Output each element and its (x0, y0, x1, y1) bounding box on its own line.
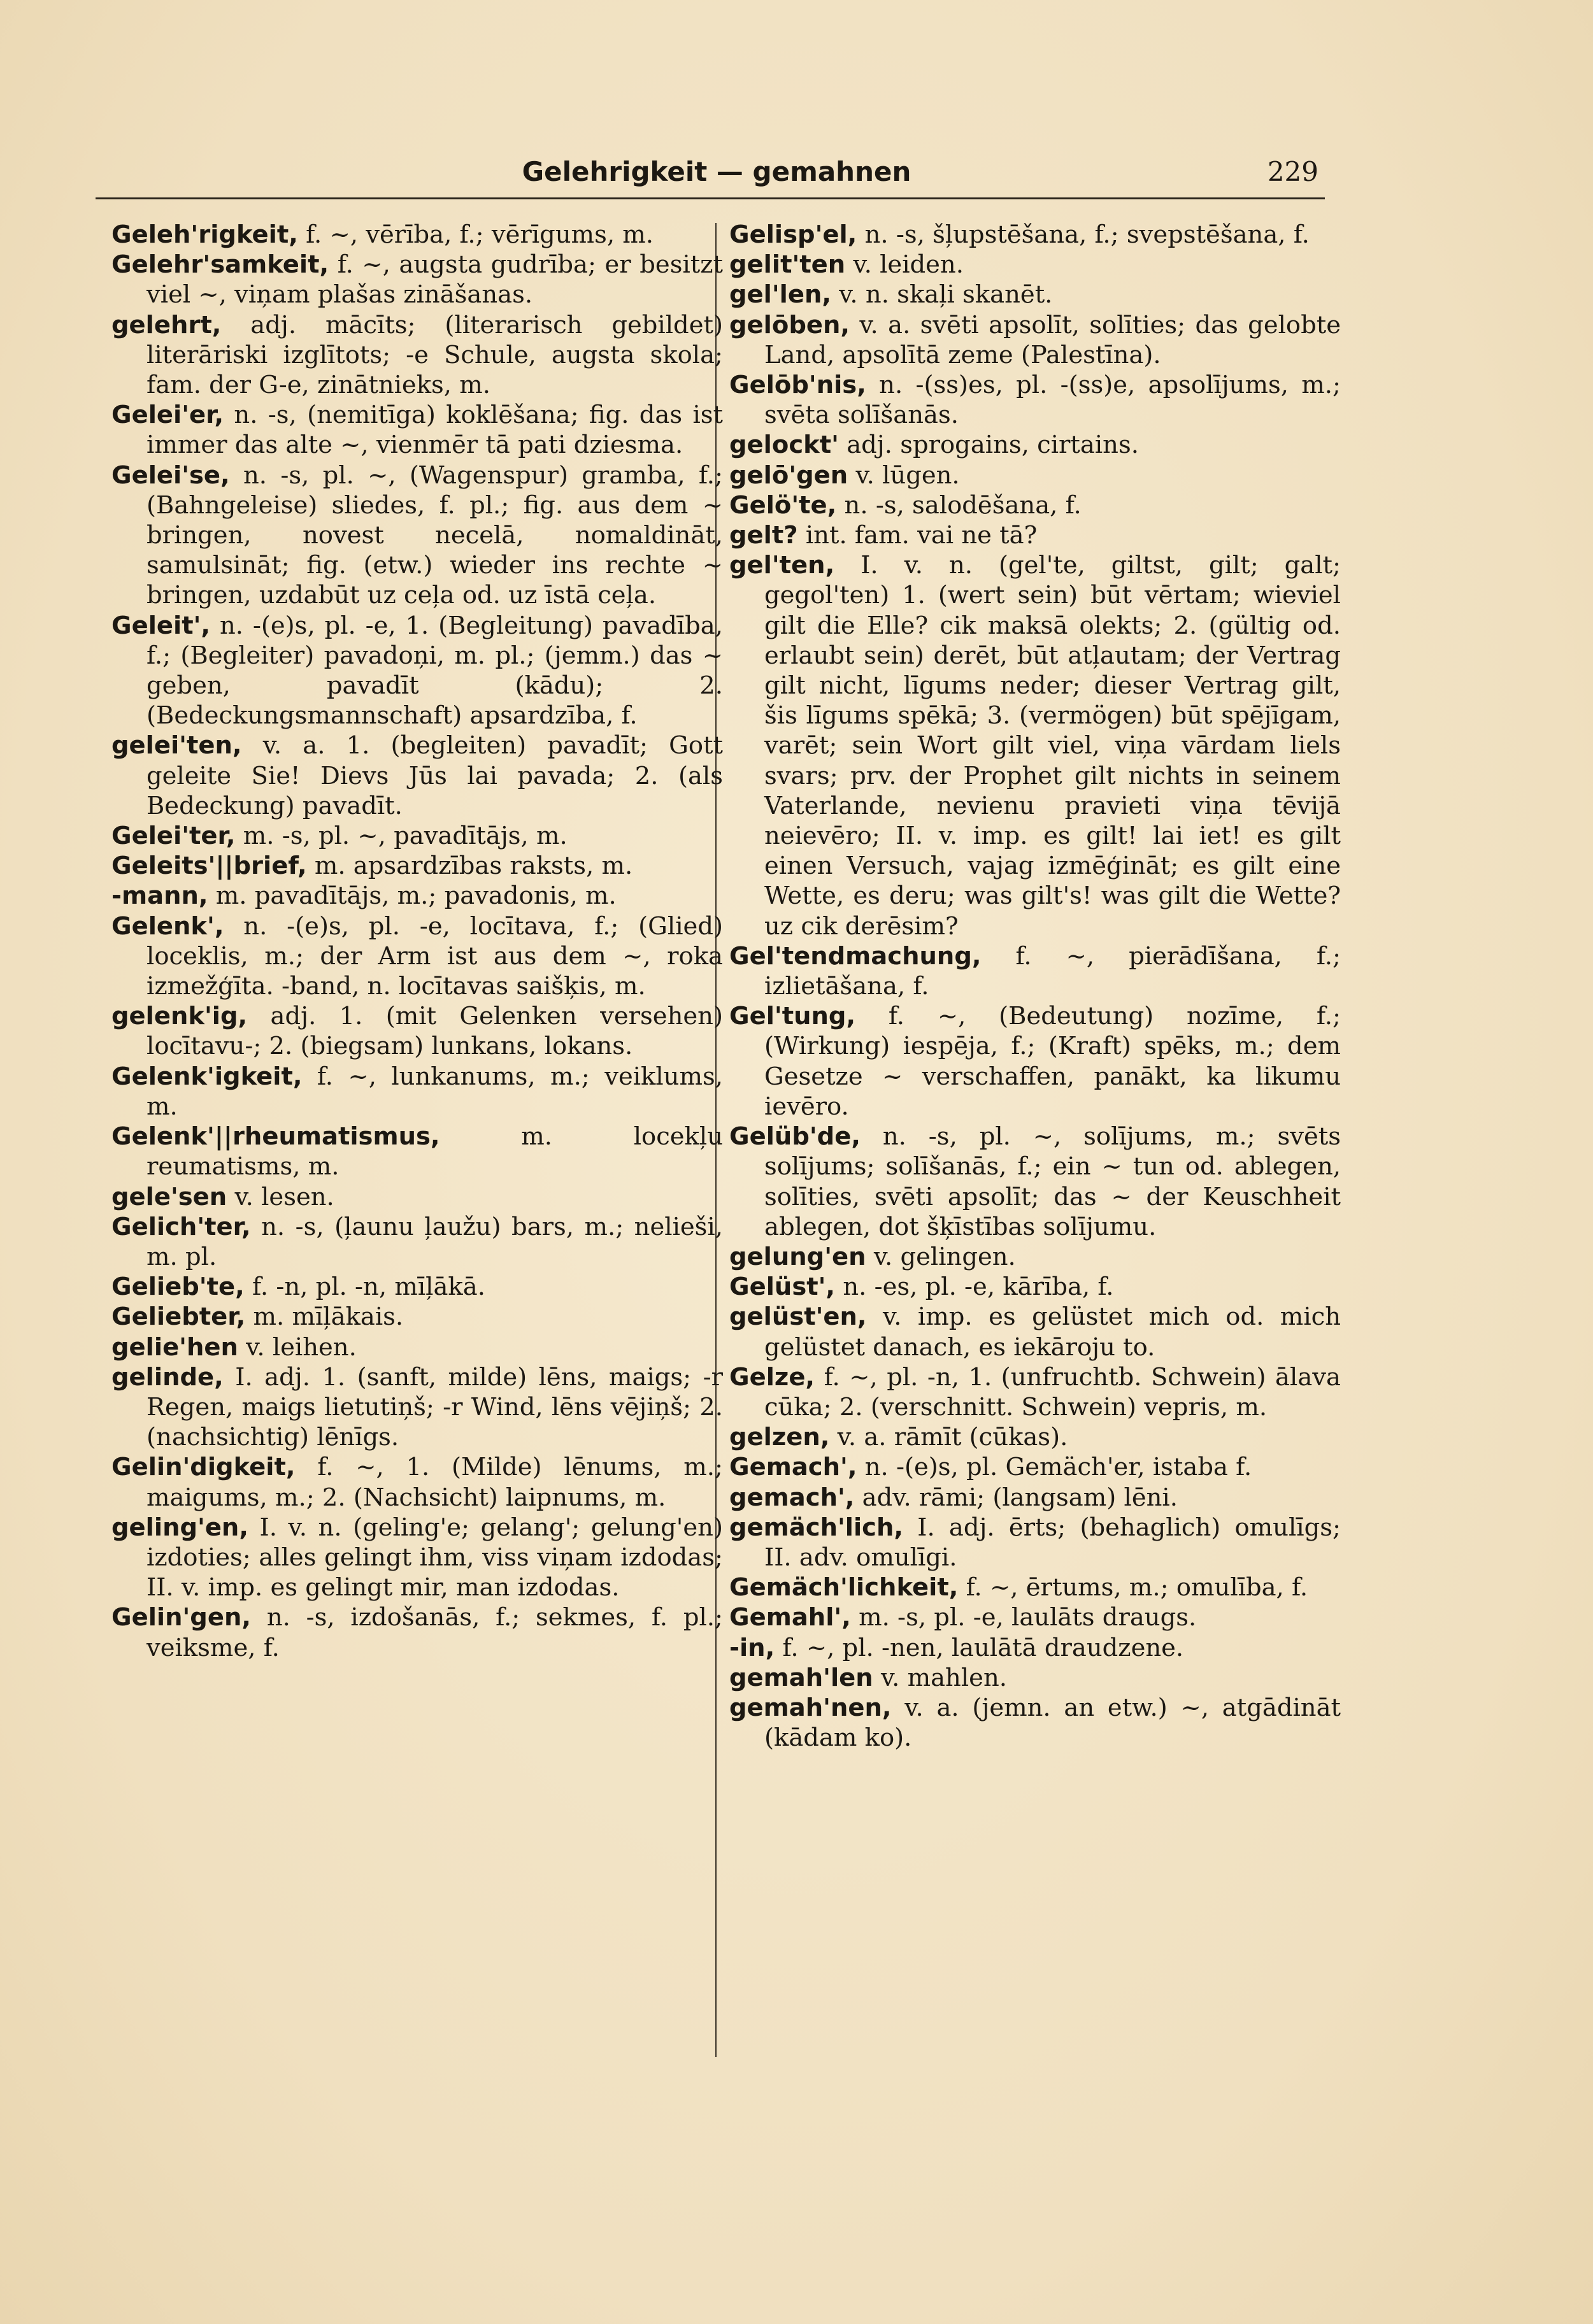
dictionary-entry (729, 1693, 1341, 1753)
dictionary-entry (729, 1001, 1341, 1122)
entry-definition: v. leihen. (246, 1332, 357, 1362)
page-number: 229 (1267, 156, 1318, 187)
entry-headword: Geliebter, (111, 1302, 246, 1332)
entry-headword: gelie'hen (111, 1332, 238, 1362)
dictionary-entry (729, 1272, 1341, 1302)
entry-definition: int. fam. vai ne tā? (805, 521, 1038, 550)
entry-definition: m. pavadītājs, m.; pavadonis, m. (215, 881, 617, 911)
dictionary-entry (111, 1362, 723, 1453)
entry-headword: gemah'len (729, 1663, 873, 1692)
entry-definition: n. -s, izdošanās, f.; sekmes, f. pl.; veiksme, f. (146, 1603, 723, 1662)
entry-headword: gele'sen (111, 1182, 227, 1211)
dictionary-entry (729, 1452, 1341, 1482)
dictionary-entry (729, 1663, 1341, 1693)
dictionary-entry (729, 220, 1341, 250)
entry-headword: Gelenk'||rheumatismus, (111, 1122, 440, 1151)
entry-headword: gelōben, (729, 310, 850, 339)
dictionary-entry (729, 490, 1341, 520)
entry-definition: I. v. n. (geling'e; gelang'; gelung'en) izdoties; alles gelingt ihm, viss viņam izdodas; II. v. imp. es gelingt mir, man izdodas. (146, 1513, 723, 1602)
dictionary-entry (111, 1302, 723, 1332)
entry-definition: v. lūgen. (855, 460, 960, 490)
entry-definition: v. n. skaļi skanēt. (839, 280, 1053, 310)
dictionary-entry (111, 851, 723, 881)
dictionary-entry (111, 1001, 723, 1061)
dictionary-entry (111, 1513, 723, 1603)
entry-definition: I. adj. ērts; (behaglich) omulīgs; II. adv. omulīgi. (764, 1513, 1341, 1572)
dictionary-entry (729, 280, 1341, 310)
dictionary-entry (729, 1302, 1341, 1362)
entry-headword: gel'ten, (729, 551, 835, 580)
entry-headword: gelüst'en, (729, 1302, 867, 1332)
entry-definition: n. -(e)s, pl. Gemäch'er, istaba f. (864, 1453, 1252, 1482)
entry-headword: Gelin'gen, (111, 1603, 252, 1632)
entry-headword: Gelei'se, (111, 460, 230, 490)
entry-definition: n. -s, (nemitīga) koklēšana; fig. das ist immer das alte ~, vienmēr tā pati dziesma. (146, 401, 723, 460)
entry-headword: Gelüst', (729, 1272, 836, 1302)
dictionary-entry (111, 400, 723, 460)
entry-definition: f. ~, pl. -nen, laulātā draudzene. (782, 1633, 1184, 1662)
entry-definition: adj. 1. (mit Gelenken versehen) locītavu-; 2. (biegsam) lunkans, lokans. (146, 1002, 723, 1061)
dictionary-entry (729, 310, 1341, 370)
entry-headword: Gemäch'lichkeit, (729, 1573, 959, 1602)
dictionary-entry (111, 1122, 723, 1181)
entry-headword: gelung'en (729, 1242, 866, 1271)
entry-definition: n. -es, pl. -e, kārība, f. (843, 1272, 1114, 1302)
dictionary-entry (111, 1332, 723, 1362)
entry-definition: adj. mācīts; (literarisch gebildet) literāriski izglītots; -e Schule, augsta skola; fam. der G-e, zinātnieks, m. (146, 310, 723, 400)
entry-definition: v. lesen. (234, 1182, 334, 1211)
entry-headword: Gel'tung, (729, 1002, 856, 1031)
entry-definition: m. locekļu reumatisms, m. (146, 1122, 723, 1181)
dictionary-entry (729, 370, 1341, 430)
dictionary-entry (111, 821, 723, 851)
entry-headword: gemach', (729, 1483, 855, 1512)
dictionary-entry (729, 520, 1341, 550)
entry-headword: Geleh'rigkeit, (111, 220, 298, 249)
running-head (115, 156, 1318, 194)
left-column (111, 220, 723, 1663)
entry-definition: f. ~, augsta gudrība; er besitzt viel ~, viņam plašas zināšanas. (146, 250, 723, 310)
entry-headword: gelinde, (111, 1362, 224, 1392)
entry-headword: gelzen, (729, 1423, 830, 1452)
dictionary-entry (729, 1422, 1341, 1452)
dictionary-entry (111, 1272, 723, 1302)
entry-definition: m. mīļākais. (253, 1302, 404, 1332)
entry-definition: v. imp. es gelüstet mich od. mich gelüstet danach, es iekāroju to. (764, 1302, 1341, 1362)
entry-headword: Gelisp'el, (729, 220, 857, 249)
entry-headword: Gel'tendmachung, (729, 941, 982, 971)
entry-definition: v. gelingen. (873, 1242, 1016, 1271)
entry-headword: Gelei'er, (111, 401, 224, 430)
dictionary-entry (729, 1633, 1341, 1663)
dictionary-entry (729, 1513, 1341, 1572)
entry-definition: f. ~, 1. (Milde) lēnums, m.; maigums, m.; 2. (Nachsicht) laipnums, m. (146, 1453, 723, 1512)
entry-definition: I. v. n. (gel'te, giltst, gilt; galt; gegol'ten) 1. (wert sein) būt vērtam; wieviel gilt die Elle? cik maksā olekts; 2. (gültig od. erlaubt sein) derēt, būt atļautam; der Vertrag gilt nicht, līgums neder; dieser Vertrag gilt, šis līgums spēkā; 3. (vermögen) būt spējīgam, varēt; sein Wort gilt viel, viņa vārdam liels svars; prv. der Prophet gilt nichts in seinem Vaterlande, nevienu pravieti viņa tēvijā neievēro; II. v. imp. es gilt! lai iet! es gilt einen Versuch, vajag izmēģināt; es gilt eine Wette, es deru; was gilt's! was gilt die Wette? uz cik derēsim? (764, 551, 1341, 941)
dictionary-entry (729, 430, 1341, 460)
entry-headword: Geleit', (111, 611, 211, 640)
entry-definition: adv. rāmi; (langsam) lēni. (862, 1483, 1178, 1512)
entry-headword: Gelenk', (111, 911, 224, 941)
entry-definition: v. a. (jemn. an etw.) ~, atgādināt (kādam ko). (764, 1693, 1341, 1753)
dictionary-entry (729, 1483, 1341, 1513)
dictionary-entry (111, 1602, 723, 1662)
entry-definition: f. ~, vērība, f.; vērīgums, m. (306, 220, 654, 249)
entry-headword: gelt? (729, 521, 798, 550)
entry-headword: gemah'nen, (729, 1693, 892, 1722)
entry-definition: v. a. svēti apsolīt, solīties; das gelobte Land, apsolītā zeme (Palestīna). (764, 310, 1341, 369)
entry-headword: -in, (729, 1633, 775, 1662)
dictionary-entry (729, 460, 1341, 490)
entry-headword: Gelieb'te, (111, 1272, 245, 1302)
dictionary-entry (111, 250, 723, 310)
entry-definition: v. a. 1. (begleiten) pavadīt; Gott geleite Sie! Dievs Jūs lai pavada; 2. (als Bedeckung) pavadīt. (146, 731, 723, 820)
entry-headword: gelei'ten, (111, 731, 242, 760)
entry-definition: f. -n, pl. -n, mīļākā. (252, 1272, 485, 1302)
entry-definition: n. -s, pl. ~, (Wagenspur) gramba, f.; (Bahngeleise) sliedes, f. pl.; fig. aus dem ~ bringen, novest necelā, nomaldināt, samulsināt; fig. (etw.) wieder ins rechte ~ bringen, uzdabūt uz ceļa od. uz īstā ceļa. (146, 460, 723, 610)
entry-definition: n. -s, (ļaunu ļaužu) bars, m.; nelieši, m. pl. (146, 1212, 723, 1271)
entry-definition: v. leiden. (853, 250, 964, 280)
entry-headword: Gelei'ter, (111, 822, 236, 851)
dictionary-entry (729, 1122, 1341, 1242)
dictionary-entry (729, 1242, 1341, 1272)
dictionary-entry (111, 611, 723, 731)
dictionary-entry (111, 911, 723, 1002)
entry-headword: -mann, (111, 881, 208, 911)
entry-definition: n. -s, salodēšana, f. (844, 490, 1082, 520)
entry-definition: n. -(ss)es, pl. -(ss)e, apsolījums, m.; svēta solīšanās. (764, 371, 1341, 430)
entry-headword: Geleits'||brief, (111, 852, 307, 881)
entry-definition: n. -(e)s, pl. -e, locītava, f.; (Glied) loceklis, m.; der Arm ist aus dem ~, roka izmežģīta. -band, n. locītavas saišķis, m. (146, 911, 723, 1001)
entry-headword: Gemahl', (729, 1603, 851, 1632)
entry-definition: m. apsardzības raksts, m. (314, 852, 633, 881)
entry-headword: gelit'ten (729, 250, 846, 280)
entry-definition: f. ~, (Bedeutung) nozīme, f.; (Wirkung) iespēja, f.; (Kraft) spēks, m.; dem Gesetze ~ verschaffen, panākt, ka likumu ievēro. (764, 1002, 1341, 1121)
entry-headword: gelockt' (729, 431, 839, 460)
entry-headword: Gelenk'igkeit, (111, 1062, 303, 1091)
entry-headword: Gelze, (729, 1362, 815, 1392)
entry-headword: Gelōb'nis, (729, 371, 866, 400)
entry-headword: gelō'gen (729, 460, 848, 490)
dictionary-entry (111, 460, 723, 611)
dictionary-entry (729, 1362, 1341, 1422)
right-column (729, 220, 1341, 1753)
entry-definition: f. ~, pierādīšana, f.; izlietāšana, f. (764, 941, 1341, 1001)
dictionary-entry (111, 310, 723, 401)
dictionary-entry (111, 220, 723, 250)
header-rule (96, 197, 1325, 199)
entry-headword: Gemach', (729, 1453, 857, 1482)
dictionary-entry (111, 731, 723, 821)
entry-definition: n. -s, pl. ~, solījums, m.; svēts solījums; solīšanās, f.; ein ~ tun od. ablegen, solīties, svēti apsolīt; das ~ der Keuschheit ablegen, dot šķīstības solījumu. (764, 1122, 1341, 1241)
dictionary-entry (729, 550, 1341, 941)
entry-headword: Gelin'digkeit, (111, 1453, 296, 1482)
entry-definition: m. -s, pl. ~, pavadītājs, m. (243, 822, 568, 851)
entry-definition: m. -s, pl. -e, laulāts draugs. (859, 1603, 1197, 1632)
entry-definition: f. ~, ērtums, m.; omulība, f. (966, 1573, 1308, 1602)
entry-definition: n. -(e)s, pl. -e, 1. (Begleitung) pavadība, f.; (Begleiter) pavadoņi, m. pl.; (jemm.) das ~ geben, pavadīt (kādu); 2. (Bedeckungsmannschaft) apsardzība, f. (146, 611, 723, 731)
dictionary-entry (729, 250, 1341, 280)
dictionary-entry (111, 1062, 723, 1122)
entry-headword: gemäch'lich, (729, 1513, 904, 1542)
entry-definition: v. mahlen. (880, 1663, 1007, 1692)
entry-headword: gelenk'ig, (111, 1002, 248, 1031)
dictionary-entry (729, 1572, 1341, 1602)
dictionary-entry (729, 941, 1341, 1001)
entry-headword: Gelich'ter, (111, 1212, 251, 1241)
entry-headword: geling'en, (111, 1513, 248, 1542)
entry-headword: Gelehr'samkeit, (111, 250, 329, 280)
dictionary-entry (111, 1452, 723, 1512)
entry-definition: adj. sprogains, cirtains. (847, 431, 1139, 460)
entry-headword: gel'len, (729, 280, 831, 310)
dictionary-entry (111, 1212, 723, 1272)
entry-definition: v. a. rāmīt (cūkas). (837, 1423, 1068, 1452)
entry-definition: f. ~, pl. -n, 1. (unfruchtb. Schwein) ālava cūka; 2. (verschnitt. Schwein) vepris, m. (764, 1362, 1341, 1422)
entry-definition: n. -s, šļupstēšana, f.; svepstēšana, f. (864, 220, 1310, 249)
entry-headword: gelehrt, (111, 310, 222, 339)
entry-headword: Gelüb'de, (729, 1122, 861, 1151)
entry-definition: I. adj. 1. (sanft, milde) lēns, maigs; -r Regen, maigs lietutiņš; -r Wind, lēns vējiņš; 2. (nachsichtig) lēnīgs. (146, 1362, 723, 1452)
dictionary-entry (111, 881, 723, 911)
dictionary-entry (729, 1602, 1341, 1632)
dictionary-entry (111, 1182, 723, 1212)
entry-definition: f. ~, lunkanums, m.; veiklums, m. (146, 1062, 723, 1121)
running-head-title: Gelehrigkeit — gemahnen (522, 156, 911, 187)
entry-headword: Gelö'te, (729, 490, 837, 520)
